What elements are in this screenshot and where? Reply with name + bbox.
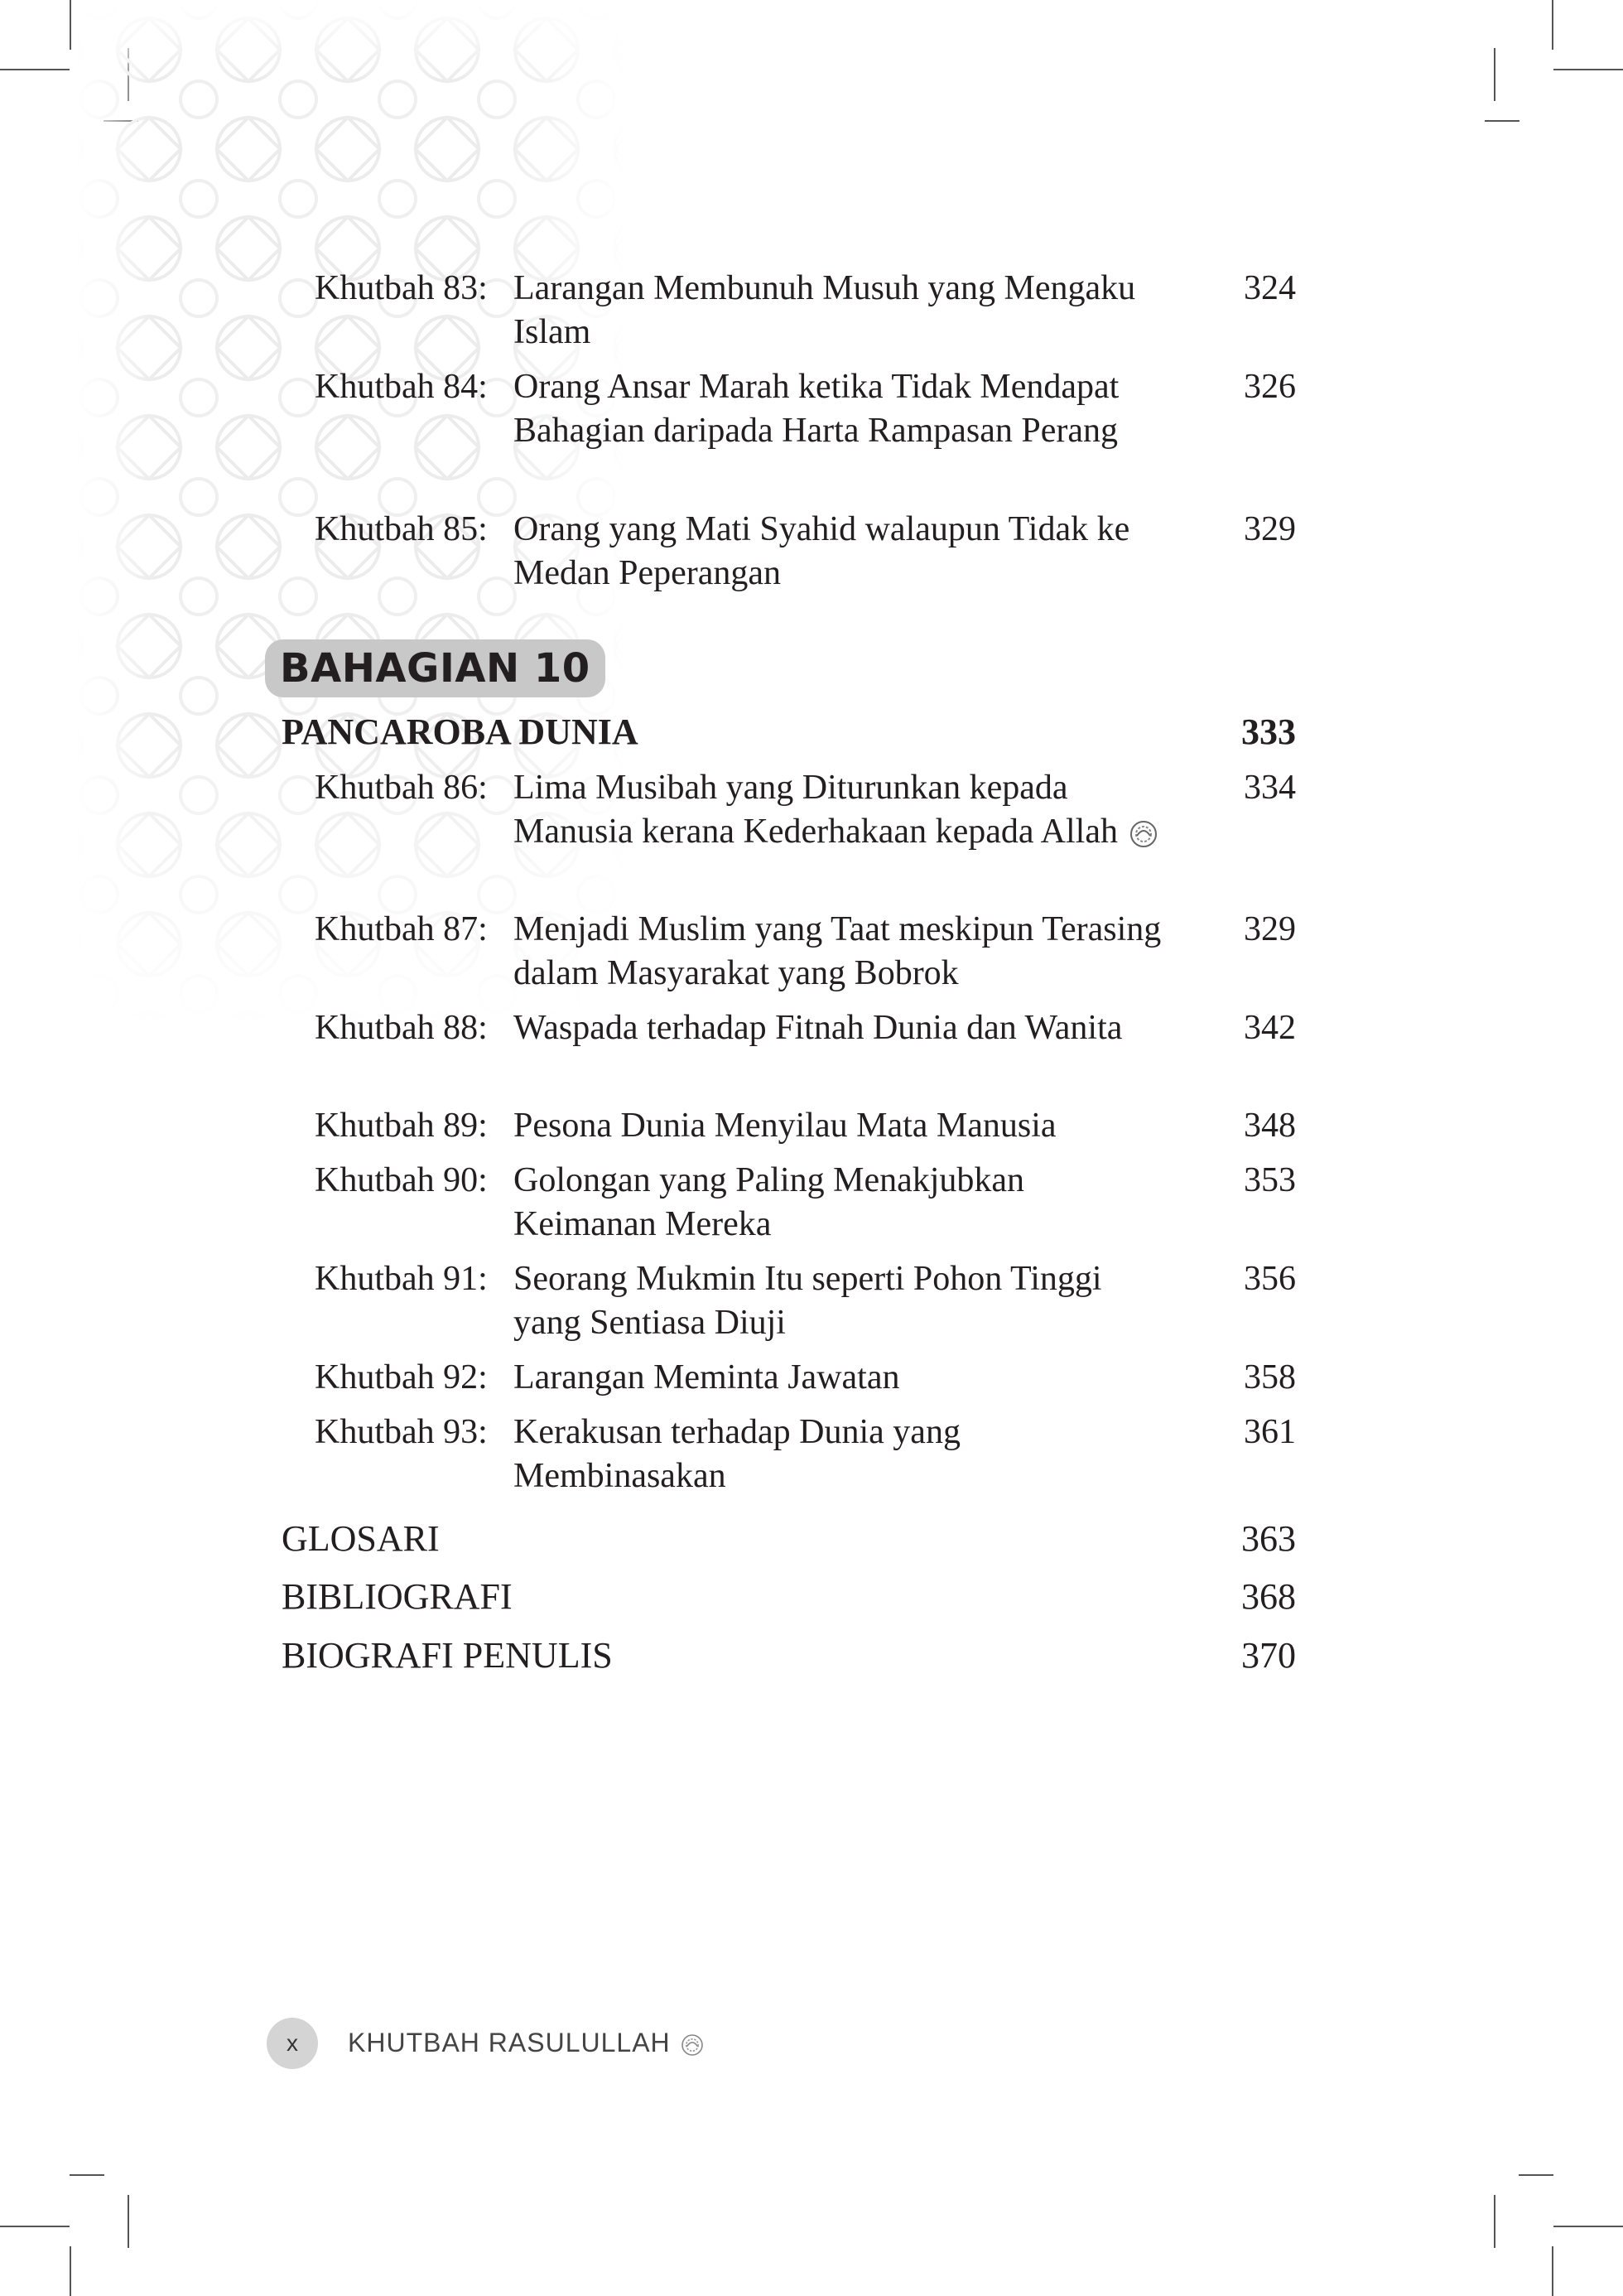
toc-entry[interactable] [315,1104,1296,1148]
toc-entry[interactable] [315,1006,1296,1050]
toc-entry[interactable] [315,908,1296,996]
honorific-seal-icon [1127,818,1160,851]
entry-title: Pesona Dunia Menyilau Mata Manusia [513,1107,1057,1145]
crop-mark [1485,120,1519,122]
entry-page: 326 [1244,368,1296,406]
entry-title: Orang yang Mati Syahid walaupun Tidak ke Medan Peperangan [513,510,1130,592]
back-matter-page: 370 [1241,1635,1296,1676]
entry-number: Khutbah 88: [315,1009,488,1047]
entry-title: Waspada terhadap Fitnah Dunia dan Wanita [513,1009,1123,1047]
back-matter-title: BIOGRAFI PENULIS [282,1635,613,1676]
entry-page: 353 [1244,1161,1296,1199]
entry-page: 329 [1244,510,1296,548]
entry-number: Khutbah 87: [315,910,488,948]
part-title: PANCAROBA DUNIA [282,711,638,752]
toc-entry[interactable] [315,267,1296,355]
entry-title [513,766,1176,854]
crop-mark [1552,2246,1553,2296]
honorific-seal-icon [679,2032,706,2058]
crop-mark [1494,48,1495,101]
crop-mark [0,2226,70,2227]
entry-number: Khutbah 90: [315,1161,488,1199]
entry-title: Menjadi Muslim yang Taat meskipun Terasing dalam Masyarakat yang Bobrok [513,910,1162,992]
entry-page: 358 [1244,1358,1296,1396]
toc-back-matter-entry[interactable] [282,1516,1296,1562]
entry-number: Khutbah 86: [315,769,488,807]
part-heading[interactable] [282,709,1296,755]
entry-number: Khutbah 91: [315,1260,488,1298]
entry-page: 329 [1244,910,1296,948]
back-matter-title: GLOSARI [282,1518,440,1559]
footer-book-title: KHUTBAH RASULULLAH [348,2028,671,2057]
entry-title: Orang Ansar Marah ketika Tidak Mendapat Bahagian daripada Harta Rampasan Perang [513,368,1120,450]
entry-page: 324 [1244,269,1296,307]
entry-number: Khutbah 92: [315,1358,488,1396]
entry-number: Khutbah 93: [315,1413,488,1451]
part-badge: BAHAGIAN 10 [265,639,605,697]
entry-number: Khutbah 85: [315,510,488,548]
entry-page: 334 [1244,769,1296,807]
entry-number: Khutbah 89: [315,1107,488,1145]
back-matter-page: 368 [1241,1576,1296,1617]
crop-mark [70,2246,71,2296]
toc-entry[interactable] [315,508,1296,596]
entry-title: Larangan Membunuh Musuh yang Mengaku Islam [513,269,1136,351]
part-page: 333 [1241,711,1296,752]
entry-number: Khutbah 84: [315,368,488,406]
toc-entry[interactable] [315,1257,1296,1345]
entry-page: 348 [1244,1107,1296,1145]
crop-mark [1519,2174,1553,2176]
entry-title: Seorang Mukmin Itu seperti Pohon Tinggi yang Sentiasa Diuji [513,1260,1102,1342]
footer-page-number: x [267,2018,318,2069]
toc-entry[interactable] [315,1159,1296,1247]
toc-entry[interactable] [315,1356,1296,1400]
crop-mark [70,2174,104,2176]
entry-title: Larangan Meminta Jawatan [513,1358,900,1396]
toc-entry[interactable] [315,365,1296,453]
toc-back-matter-entry[interactable] [282,1633,1296,1679]
entry-title: Golongan yang Paling Menakjubkan Keimanan Mereka [513,1161,1025,1243]
entry-title: Kerakusan terhadap Dunia yang Membinasakan [513,1413,961,1495]
crop-mark [1552,0,1553,50]
entry-title-text: Lima Musibah yang Diturunkan kepada Manusia kerana Kederhakaan kepada Allah [513,769,1118,851]
back-matter-page: 363 [1241,1518,1296,1559]
crop-mark [128,2195,129,2248]
entry-number: Khutbah 83: [315,269,488,307]
entry-page: 342 [1244,1009,1296,1047]
crop-mark [1494,2195,1495,2248]
entry-page: 356 [1244,1260,1296,1298]
back-matter-title: BIBLIOGRAFI [282,1576,513,1617]
entry-page: 361 [1244,1413,1296,1451]
running-footer [348,2026,706,2059]
toc-back-matter-entry[interactable] [282,1574,1296,1620]
crop-mark [1553,69,1623,70]
crop-mark [1553,2226,1623,2227]
toc-entry[interactable] [315,1411,1296,1498]
toc-entry[interactable] [315,766,1296,854]
